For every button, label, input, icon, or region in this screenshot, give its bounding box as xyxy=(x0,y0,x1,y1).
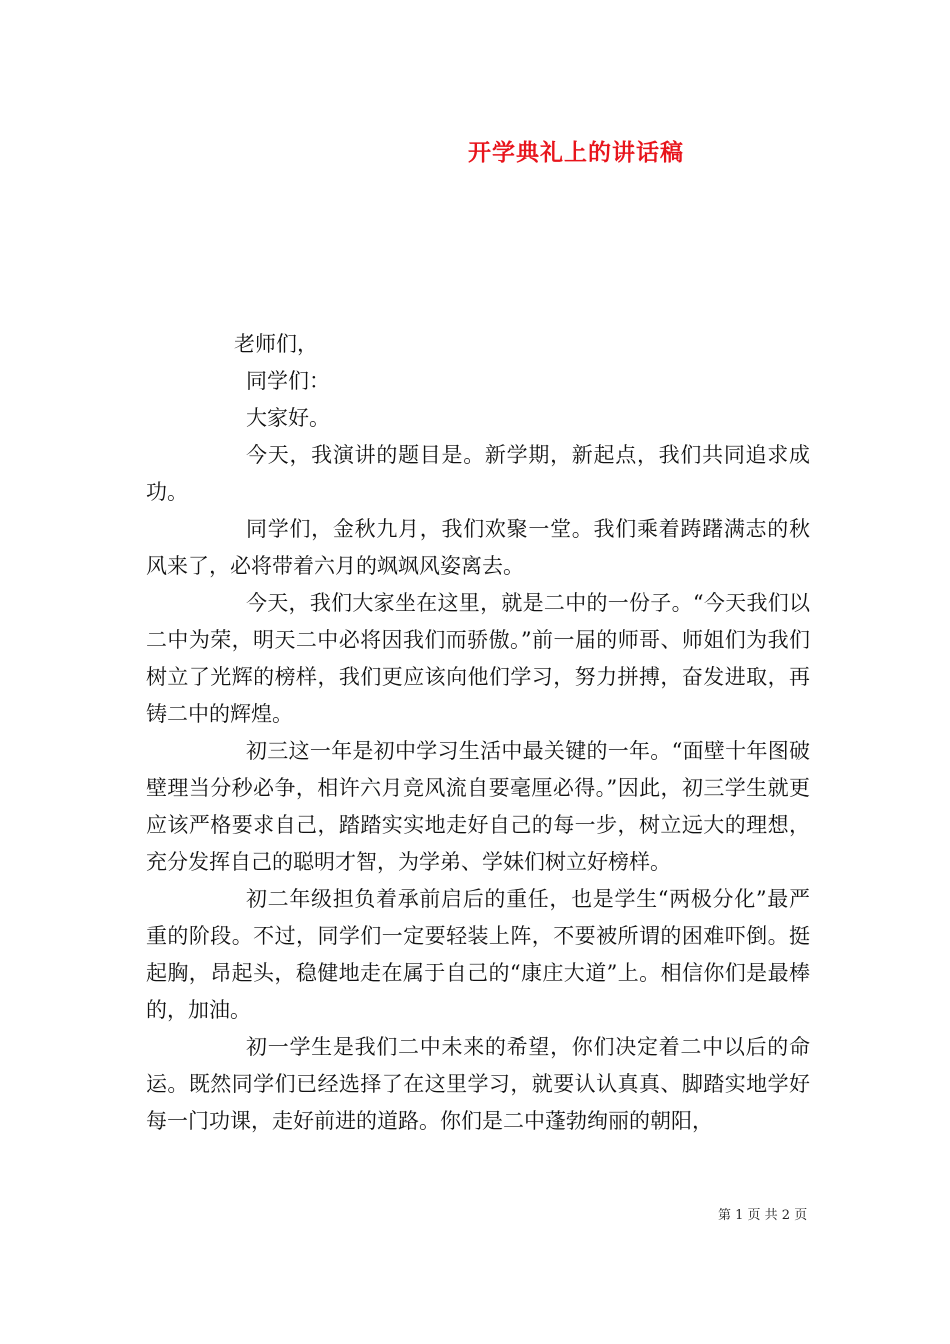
paragraph-intro: 今天，我演讲的题目是。新学期，新起点，我们共同追求成功。 xyxy=(146,443,810,504)
paragraph-school-pride: 今天，我们大家坐在这里，就是二中的一份子。“今天我们以二中为荣，明天二中必将因我们而骄傲。”前一届的师哥、师姐们为我们树立了光辉的榜样，我们更应该向他们学习，努力拼搏，奋发进取，再铸二中的辉煌。 xyxy=(146,591,810,726)
greeting: 大家好。 xyxy=(246,406,330,430)
paragraph-autumn: 同学们，金秋九月，我们欢聚一堂。我们乘着踌躇满志的秋风来了，必将带着六月的飒飒风姿离去。 xyxy=(146,517,810,578)
page-number-footer: 第 1 页 共 2 页 xyxy=(718,1208,808,1223)
salutation-students: 同学们： xyxy=(246,369,330,393)
paragraph-grade-nine: 初三这一年是初中学习生活中最关键的一年。“面壁十年图破壁理当分秒必争，相许六月竞风流自要毫厘必得。”因此，初三学生就更应该严格要求自己，踏踏实实地走好自己的每一步，树立远大的理想，充分发挥自己的聪明才智，为学弟、学妹们树立好榜样。 xyxy=(146,739,810,874)
document-body xyxy=(146,326,810,1140)
paragraph-grade-seven: 初一学生是我们二中未来的希望，你们决定着二中以后的命运。既然同学们已经选择了在这里学习，就要认认真真、脚踏实地学好每一门功课，走好前进的道路。你们是二中蓬勃绚丽的朝阳， xyxy=(146,1035,810,1133)
page-title: 开学典礼上的讲话稿 xyxy=(468,139,684,166)
paragraph-grade-eight: 初二年级担负着承前启后的重任，也是学生“两极分化”最严重的阶段。不过，同学们一定要轻装上阵，不要被所谓的困难吓倒。挺起胸，昂起头，稳健地走在属于自己的“康庄大道”上。相信你们是最棒的，加油。 xyxy=(146,887,810,1022)
salutation-teachers: 老师们， xyxy=(234,332,318,356)
